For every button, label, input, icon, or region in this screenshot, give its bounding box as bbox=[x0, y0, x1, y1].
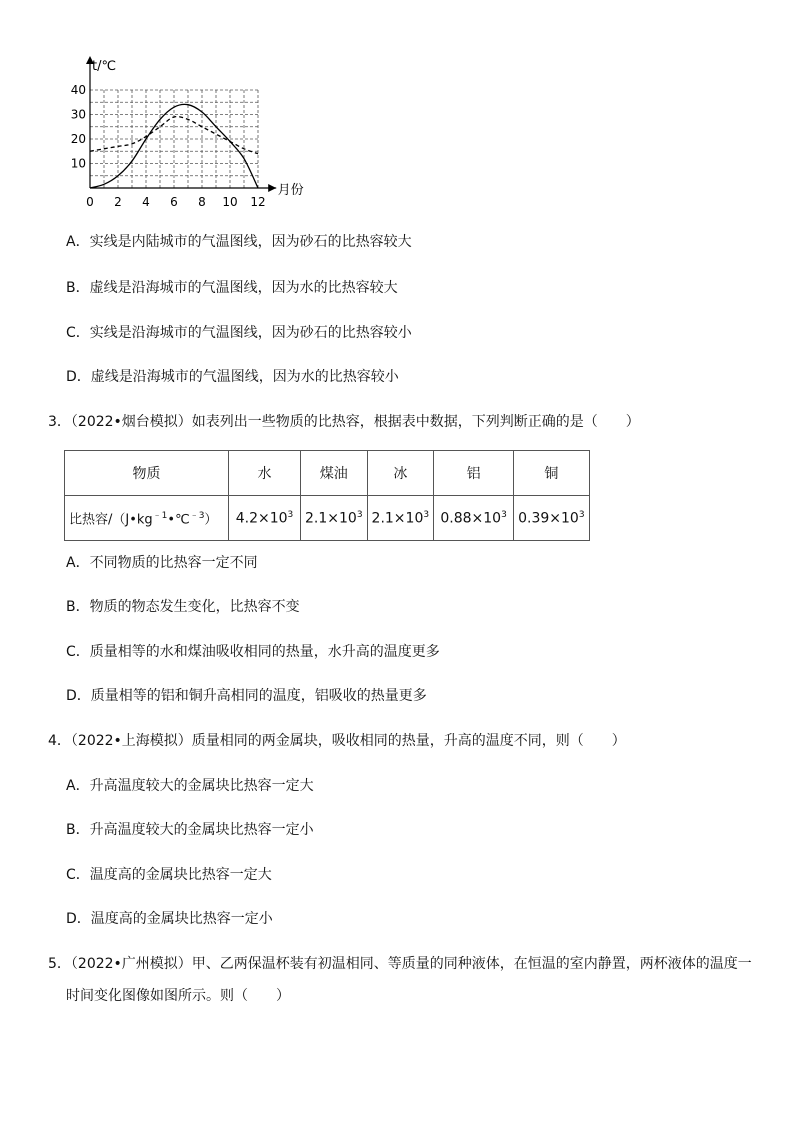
table-cell: $2.1\times 10^3$ bbox=[301, 496, 368, 541]
x-tick-label: 6 bbox=[170, 195, 178, 209]
specific-heat-table bbox=[64, 450, 590, 541]
table-header-cell: 铜 bbox=[514, 451, 589, 496]
x-tick-label: 12 bbox=[250, 195, 266, 209]
q3-stem: 3．（2022•烟台模拟）如表列出一些物质的比热容，根据表中数据，下列判断正确的是（ ） bbox=[48, 414, 640, 430]
y-tick-label: 30 bbox=[70, 107, 86, 122]
table-cell: $0.88\times 10^3$ bbox=[434, 496, 514, 541]
table-header-cell: 水 bbox=[229, 451, 301, 496]
table-header-cell: 煤油 bbox=[301, 451, 368, 496]
q3-option-a[interactable]: A．不同物质的比热容一定不同 bbox=[66, 555, 258, 571]
q4-option-c[interactable]: C．温度高的金属块比热容一定大 bbox=[66, 867, 272, 883]
q2-option-c[interactable]: C．实线是沿海城市的气温图线，因为砂石的比热容较小 bbox=[66, 325, 412, 341]
table-cell: $0.39\times 10^3$ bbox=[514, 496, 589, 541]
x-tick-label: 8 bbox=[198, 195, 206, 209]
table-header-cell: 物质 bbox=[65, 451, 229, 496]
y-tick-label: 40 bbox=[70, 83, 86, 97]
q3-option-b[interactable]: B．物质的物态发生变化，比热容不变 bbox=[66, 599, 300, 615]
q4-option-d[interactable]: D．温度高的金属块比热容一定小 bbox=[66, 911, 273, 927]
table-row bbox=[65, 451, 590, 496]
temperature-chart bbox=[60, 52, 320, 212]
table-cell: $4.2\times 10^3$ bbox=[229, 496, 301, 541]
q3-option-d[interactable]: D．质量相等的铝和铜升高相同的温度，铝吸收的热量更多 bbox=[66, 688, 427, 704]
y-axis-label: t/℃ bbox=[92, 59, 117, 74]
x-tick-label: 0 bbox=[86, 195, 94, 209]
q4-option-a[interactable]: A．升高温度较大的金属块比热容一定大 bbox=[66, 778, 314, 794]
y-tick-label: 10 bbox=[70, 156, 86, 171]
y-tick-label: 20 bbox=[70, 132, 86, 146]
q4-stem: 4．（2022•上海模拟）质量相同的两金属块，吸收相同的热量，升高的温度不同，则（ ） bbox=[48, 733, 626, 749]
x-tick-label: 2 bbox=[114, 195, 122, 209]
table-row bbox=[65, 496, 590, 541]
q5-stem-line1: 5．（2022•广州模拟）甲、乙两保温杯装有初温相同、等质量的同种液体，在恒温的室内静置，两杯液体的温度一 bbox=[48, 956, 752, 972]
table-header-cell: 铝 bbox=[434, 451, 514, 496]
q2-option-d[interactable]: D．虚线是沿海城市的气温图线，因为水的比热容较小 bbox=[66, 369, 399, 385]
table-cell: $2.1\times 10^3$ bbox=[367, 496, 434, 541]
x-tick-label: 4 bbox=[142, 195, 150, 209]
q2-option-a[interactable]: A．实线是内陆城市的气温图线，因为砂石的比热容较大 bbox=[66, 234, 412, 250]
x-axis-label: 月份 bbox=[277, 183, 304, 198]
table-header-cell: 冰 bbox=[367, 451, 434, 496]
table-row-label: 比热容$/(J•kg^{﹣1}•℃^{﹣3})$ bbox=[65, 496, 229, 541]
q5-stem-line2: 时间变化图像如图所示。则（ ） bbox=[66, 988, 290, 1004]
q4-option-b[interactable]: B．升高温度较大的金属块比热容一定小 bbox=[66, 822, 314, 838]
x-tick-label: 10 bbox=[222, 195, 238, 209]
x-axis-arrow bbox=[268, 184, 276, 192]
q3-option-c[interactable]: C．质量相等的水和煤油吸收相同的热量，水升高的温度更多 bbox=[66, 644, 440, 660]
q2-option-b[interactable]: B．虚线是沿海城市的气温图线，因为水的比热容较大 bbox=[66, 280, 398, 296]
